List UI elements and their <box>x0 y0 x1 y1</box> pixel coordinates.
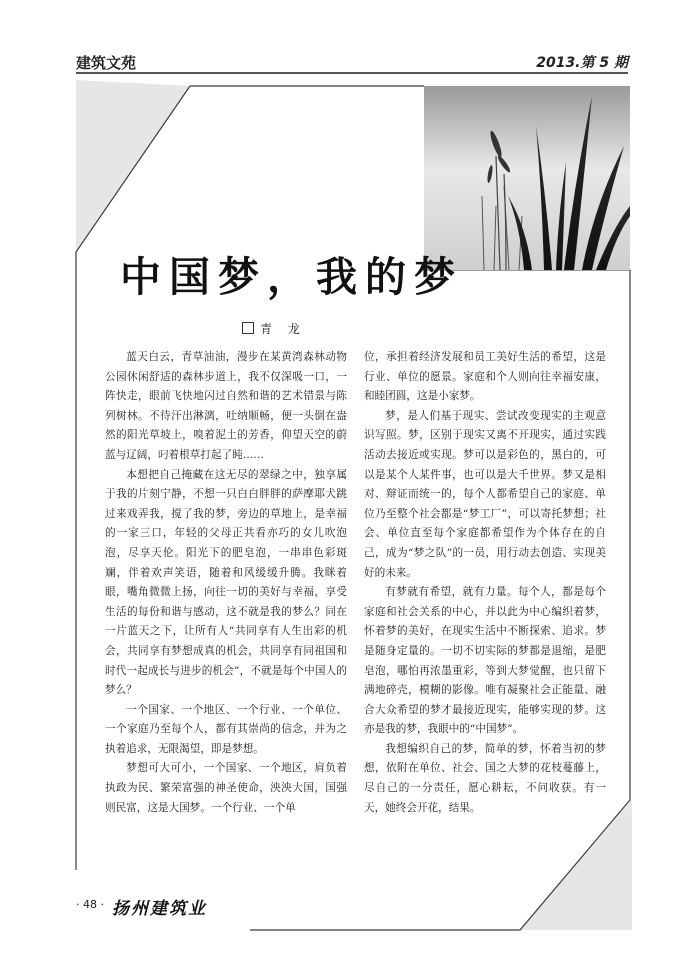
paragraph: 蓝天白云，青草油油，漫步在某黄湾森林动物公园休闲舒适的森林步道上，我不仅深吸一口，一阵快走，眼前飞快地闪过自然和谐的艺术错景与陈列树林。不待汗出淋漓，吐纳顺畅，便一头倒在盎然的阳光草坡上，嗅着泥土的芳香，仰望天空的蔚蓝与辽阔，叼着根草打起了盹…… <box>105 351 347 461</box>
paragraph: 一个国家、一个地区、一个行业、一个单位、一个家庭乃至每个人，都有其崇尚的信念，并为之执着追求，无限渴望，即是梦想。 <box>105 703 347 755</box>
article-title: 中国梦，我的梦 <box>120 253 463 301</box>
paragraph: 梦，是人们基于现实、尝试改变现实的主观意识写照。梦，区别于现实又离不开现实，通过实践活动去接近或实现。梦可以是彩色的，黑白的，可以是某个人某件事，也可以是大千世界。梦又是相对、辩证而统一的，每个人都希望自己的家庭、单位乃至整个社会都是“梦工厂”，可以寄托梦想；社会、单位直至每个家庭都希望作为个体存在的自己，成为“梦之队”的一员，用行动去创造、实现美好的未来。 <box>364 409 606 579</box>
paragraph: 有梦就有希望，就有力量。每个人，都是每个家庭和社会关系的中心，并以此为中心编织着梦，怀着梦的美好，在现实生活中不断探索、追求。梦是随身定量的。一切不切实际的梦都是退缩，是肥皂泡，哪怕再浓墨重彩，等到大梦觉醒，也只留下满地碎壳，模糊的影像。唯有凝聚社会正能量、融合大众希望的梦才最接近现实，能够实现的梦。这亦是我的梦，我眼中的“中国梦”。 <box>364 586 606 736</box>
footer-logo: 扬州建筑业 <box>112 899 207 919</box>
paragraph: 梦想可大可小，一个国家、一个地区，肩负着执政为民、繁荣富强的神圣使命，泱泱大国，国强则民富，这是大国梦。一个行业、一个单 <box>105 762 347 814</box>
byline <box>242 320 306 337</box>
byline-box-icon <box>242 322 254 334</box>
page-number: · 48 · <box>76 898 104 911</box>
right-column <box>364 348 606 818</box>
reed-grass-photo-icon <box>424 86 630 270</box>
journal-name: 建筑文苑 <box>76 54 137 72</box>
paragraph: 本想把自己掩藏在这无尽的翠绿之中，独享属于我的片刻宁静，不想一只白白胖胖的萨摩耶犬跳过来戏弄我，搅了我的梦，旁边的草地上，是幸福的一家三口，年轻的父母正共看亦巧的女儿吹泡泡，尽享天伦。阳光下的肥皂泡，一串串色彩斑斓，伴着欢声笑语，随着和风缓缓升腾。我眯着眼，嘴角微微上扬，向往一切的美好与幸福，享受生活的每份和谐与感动，这不就是我的梦么？同在一片蓝天之下，让所有人“共同享有人生出彩的机会，共同享有梦想成真的机会，共同享有同祖国和时代一起成长与进步的机会”，不就是每个中国人的梦么？ <box>105 468 347 697</box>
paragraph: 我想编织自己的梦，简单的梦，怀着当初的梦想，依附在单位、社会、国之大梦的花枝蔓藤上，尽自己的一分责任，愿心耕耘，不问收获。有一天，她终会开花，结果。 <box>364 742 606 814</box>
author-name: 青 龙 <box>260 322 306 336</box>
paragraph: 位，承担着经济发展和员工美好生活的希望，这是行业、单位的愿景。家庭和个人则向往幸福安康，和睦团圆，这是小家梦。 <box>364 351 606 403</box>
left-column <box>105 348 347 818</box>
page-footer <box>76 894 216 918</box>
issue-label: 2013.第 5 期 <box>536 55 628 71</box>
